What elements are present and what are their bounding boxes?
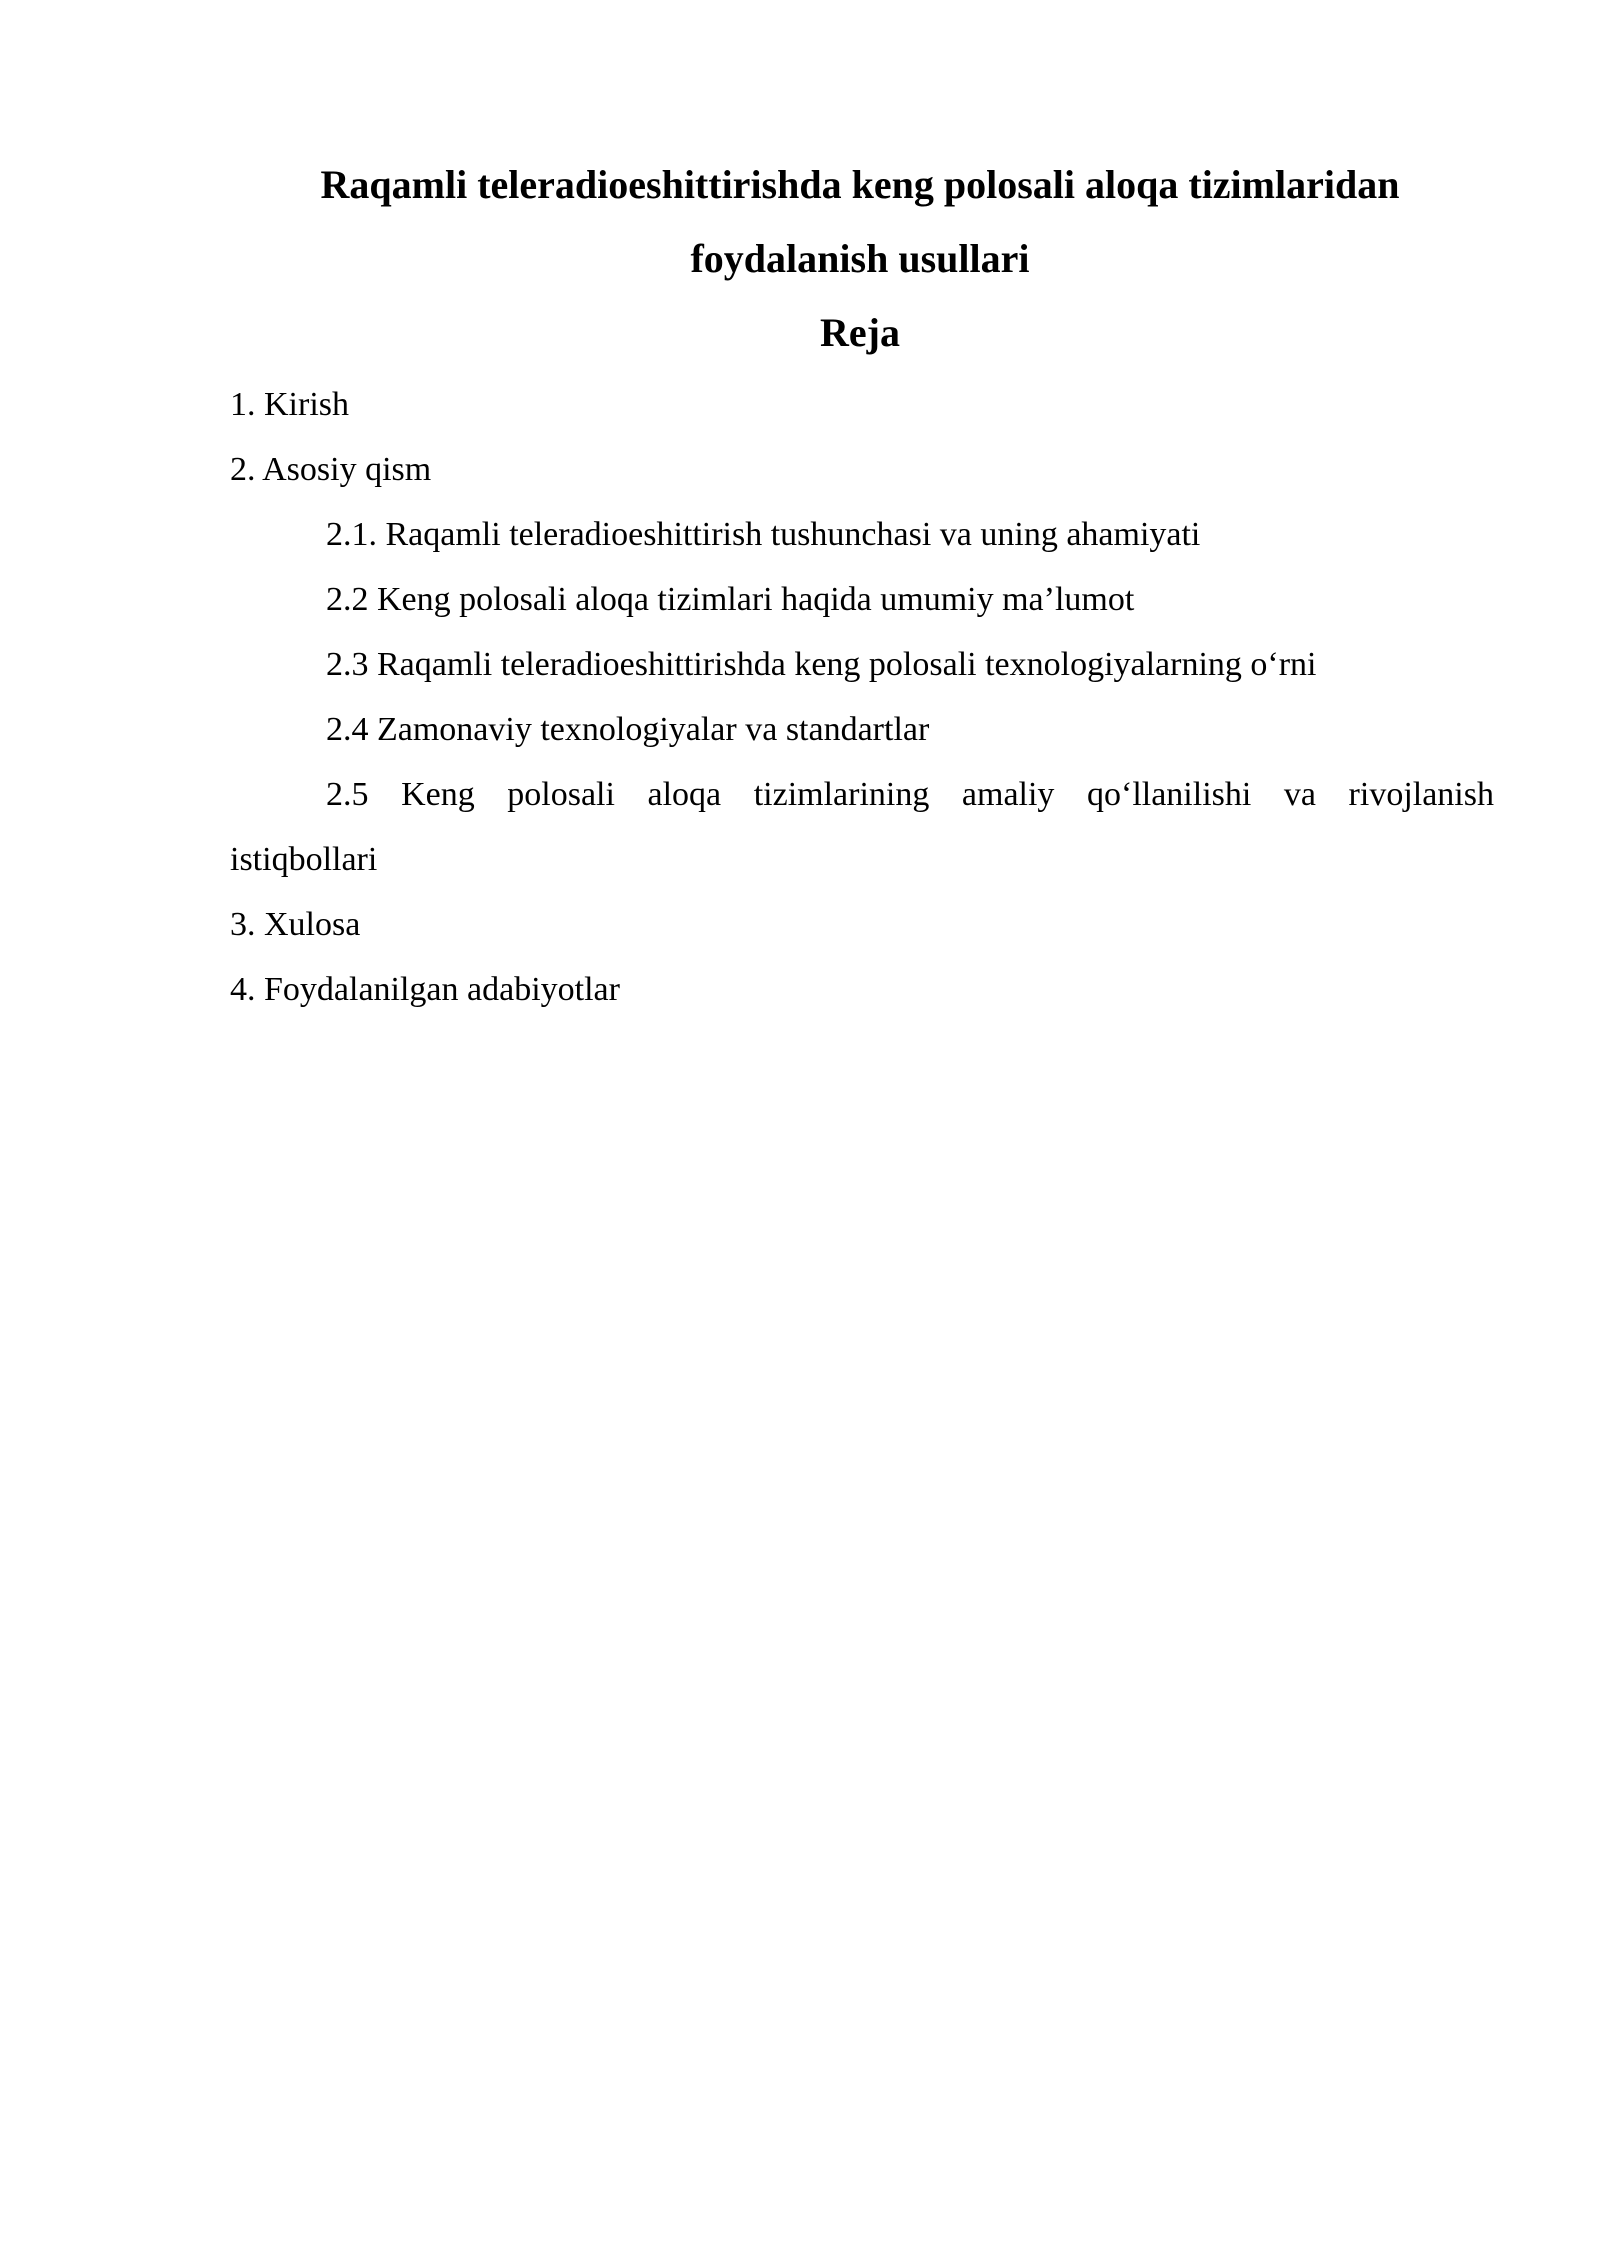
title-line-2: foydalanish usullari (690, 236, 1030, 281)
plan-heading: Reja (820, 310, 900, 355)
document-title (230, 148, 1490, 296)
plan-subitem-2-5 (230, 762, 1494, 892)
plan-subitem-2-5-line-1: 2.5 Keng polosali aloqa tizimlarining amaliy qo‘llanilishi va rivojlanish (326, 776, 1494, 813)
plan-subitem-2-5-line-2: istiqbollari (230, 841, 378, 878)
plan-subitem-2-2: 2.2 Keng polosali aloqa tizimlari haqida umumiy ma’lumot (326, 581, 1135, 618)
plan-subitem-2-3: 2.3 Raqamli teleradioeshittirishda keng polosali texnologiyalarning o‘rni (326, 646, 1317, 683)
plan-list (230, 372, 1494, 1022)
plan-item-conclusion: 3. Xulosa (230, 906, 361, 943)
plan-item-main-part: 2. Asosiy qism (230, 451, 432, 488)
plan-item-introduction: 1. Kirish (230, 386, 349, 423)
title-line-1: Raqamli teleradioeshittirishda keng polosali aloqa tizimlaridan (320, 162, 1400, 207)
plan-subitem-2-4: 2.4 Zamonaviy texnologiyalar va standartlar (326, 711, 930, 748)
plan-subitem-2-1: 2.1. Raqamli teleradioeshittirish tushunchasi va uning ahamiyati (326, 516, 1201, 553)
plan-item-references: 4. Foydalanilgan adabiyotlar (230, 971, 620, 1008)
